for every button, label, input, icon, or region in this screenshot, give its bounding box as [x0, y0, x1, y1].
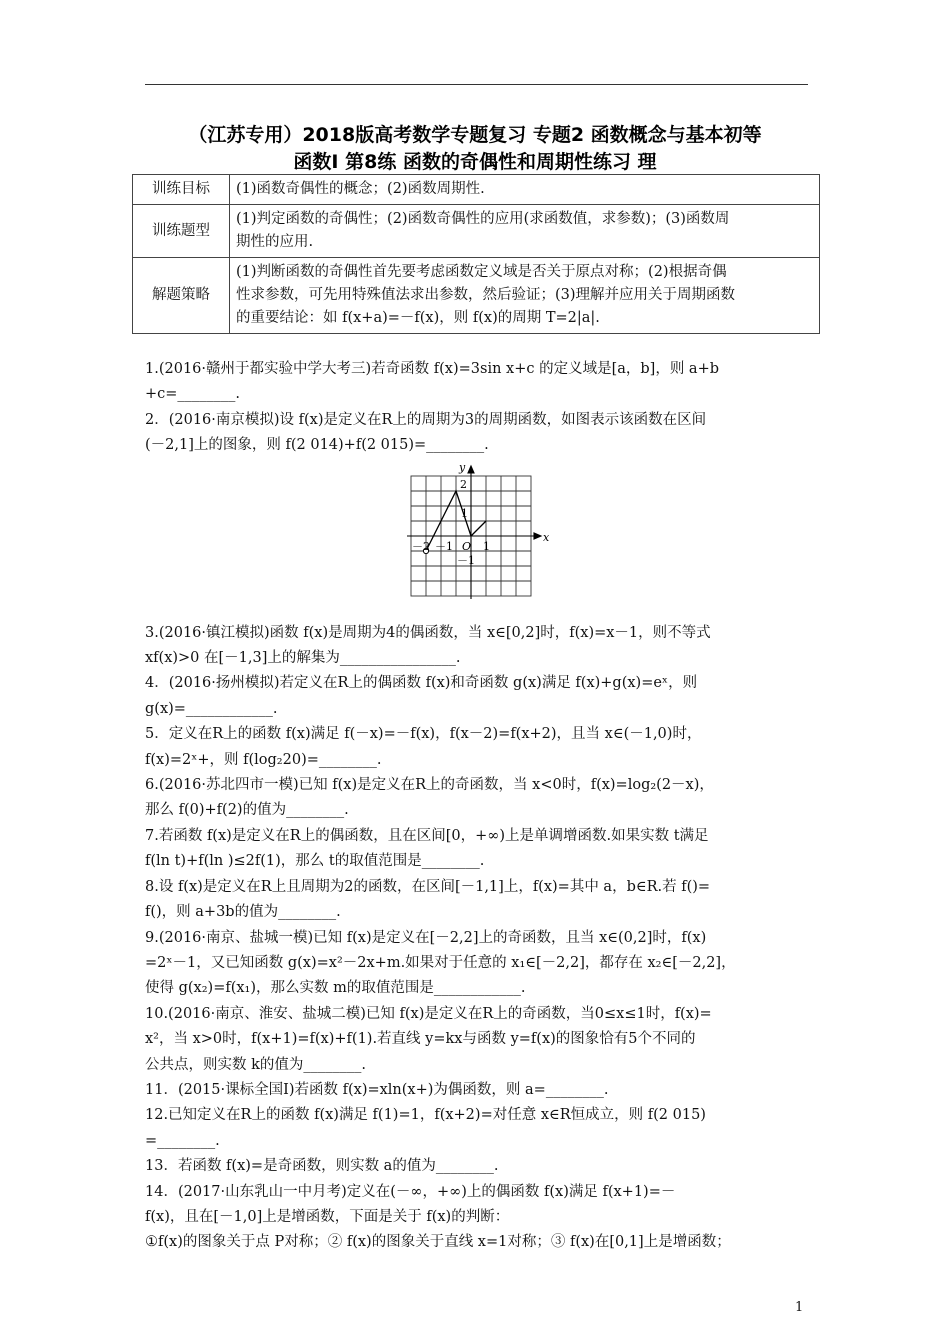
question-line: 7.若函数 f(x)是定义在R上的偶函数，且在区间[0，+∞)上是单调增函数.如果实数 t满足: [145, 827, 709, 844]
table-row: [133, 258, 820, 334]
question-line: 13．若函数 f(x)=是奇函数，则实数 a的值为________.: [145, 1158, 499, 1175]
question-10: [145, 1002, 813, 1078]
tick-label: 2: [460, 477, 467, 491]
origin-label: O: [462, 539, 472, 553]
row-content: [230, 175, 820, 205]
question-line: 使得 g(x₂)=f(x₁)，那么实数 m的取值范围是____________.: [145, 980, 526, 997]
question-line: x²，当 x>0时，f(x+1)=f(x)+f(1).若直线 y=kx与函数 y=f(x)的图象恰有5个不同的: [145, 1031, 696, 1048]
page-number: 1: [795, 1300, 804, 1315]
y-axis-label: y: [459, 460, 466, 474]
tick-label: －1: [435, 539, 453, 553]
tick-label: －2: [412, 539, 430, 553]
row-content-line: (1)判定函数的奇偶性；(2)函数奇偶性的应用(求函数值，求参数)；(3)函数周: [236, 211, 730, 227]
question-line: 2．(2016·南京模拟)设 f(x)是定义在R上的周期为3的周期函数，如图表示该函数在区间: [145, 411, 707, 428]
question-line: =________.: [145, 1132, 220, 1149]
question-line: f(ln t)+f(ln )≤2f(1)，那么 t的取值范围是________.: [145, 853, 485, 870]
question-6: [145, 773, 813, 824]
question-line: 8.设 f(x)是定义在R上且周期为2的函数，在区间[－1,1]上，f(x)=其中 a，b∈R.若 f()=: [145, 878, 711, 895]
table-row: [133, 205, 820, 258]
question-4: [145, 671, 813, 722]
question-line: 3.(2016·镇江模拟)函数 f(x)是周期为4的偶函数，当 x∈[0,2]时，f(x)=x－1，则不等式: [145, 624, 711, 641]
row-label: 训练题型: [133, 205, 230, 258]
row-content-line: (1)判断函数的奇偶性首先要考虑函数定义域是否关于原点对称；(2)根据奇偶: [236, 264, 727, 280]
function-graph-figure: [145, 459, 813, 621]
question-line: =2ˣ－1，又已知函数 g(x)=x²－2x+m.如果对于任意的 x₁∈[－2,2]，都存在 x₂∈[－2,2]，: [145, 954, 736, 971]
question-14: [145, 1180, 813, 1256]
question-line: xf(x)>0 在[－1,3]上的解集为________________.: [145, 650, 461, 667]
header-rule: [145, 84, 808, 85]
question-line: 1.(2016·赣州于都实验中学大考三)若奇函数 f(x)=3sin x+c 的定义域是[a，b]，则 a+b: [145, 361, 720, 377]
question-line: f(x)=2ˣ+，则 f(log₂20)=________.: [145, 751, 382, 768]
row-content-line: (1)函数奇偶性的概念；(2)函数周期性.: [236, 181, 485, 197]
row-content-line: 性求参数，可先用特殊值法求出参数，然后验证；(3)理解并应用关于周期函数: [236, 287, 736, 303]
table-row: [133, 175, 820, 205]
x-axis-label: x: [543, 530, 550, 544]
function-graph: [403, 459, 563, 619]
tick-label: －1: [457, 553, 475, 567]
question-line: 9.(2016·南京、盐城一模)已知 f(x)是定义在[－2,2]上的奇函数，且当 x∈(0,2]时，f(x): [145, 929, 707, 946]
question-2: [145, 408, 813, 459]
tick-label: 1: [461, 506, 468, 520]
question-line: (－2,1]上的图象，则 f(2 014)+f(2 015)=________.: [145, 437, 489, 454]
question-line: f()，则 a+3b的值为________.: [145, 904, 341, 921]
question-line: 5．定义在R上的函数 f(x)满足 f(－x)=－f(x)，f(x－2)=f(x+2)，且当 x∈(－1,0)时，: [145, 726, 702, 743]
row-content-line: 的重要结论：如 f(x+a)=－f(x)，则 f(x)的周期 T=2|a|.: [236, 310, 600, 326]
question-8: [145, 875, 813, 926]
question-5: [145, 722, 813, 773]
training-goals-table: [132, 174, 820, 334]
question-line: 12.已知定义在R上的函数 f(x)满足 f(1)=1，f(x+2)=对任意 x∈R恒成立，则 f(2 015): [145, 1107, 706, 1124]
question-9: [145, 926, 813, 1002]
question-line: ①f(x)的图象关于点 P对称；② f(x)的图象关于直线 x=1对称；③ f(x)在[0,1]上是增函数；: [145, 1234, 731, 1251]
question-line: 公共点，则实数 k的值为________.: [145, 1056, 367, 1073]
page-title: [130, 122, 820, 176]
question-line: 6.(2016·苏北四市一模)已知 f(x)是定义在R上的奇函数，当 x<0时，f(x)=log₂(2－x)，: [145, 777, 714, 794]
question-line: 10.(2016·南京、淮安、盐城二模)已知 f(x)是定义在R上的奇函数，当0≤x≤1时，f(x)=: [145, 1005, 712, 1022]
question-11: [145, 1078, 813, 1103]
title-line-2: 函数Ⅰ 第8练 函数的奇偶性和周期性练习 理: [293, 151, 657, 173]
title-line-1: （江苏专用）2018版高考数学专题复习 专题2 函数概念与基本初等: [188, 124, 762, 146]
question-line: 14．(2017·山东乳山一中月考)定义在(－∞，+∞)上的偶函数 f(x)满足 f(x+1)=－: [145, 1183, 676, 1200]
question-line: +c=________.: [145, 386, 241, 403]
question-7: [145, 824, 813, 875]
tick-label: 1: [483, 539, 490, 553]
question-list: [145, 357, 813, 1256]
row-label: 解题策略: [133, 258, 230, 334]
question-1: [145, 357, 813, 408]
row-content: [230, 258, 820, 334]
question-line: 4．(2016·扬州模拟)若定义在R上的偶函数 f(x)和奇函数 g(x)满足 f(x)+g(x)=eˣ，则: [145, 675, 698, 692]
question-line: 11．(2015·课标全国Ⅰ)若函数 f(x)=xln(x+)为偶函数，则 a=________.: [145, 1081, 609, 1098]
question-line: g(x)=____________.: [145, 700, 278, 717]
question-line: 那么 f(0)+f(2)的值为________.: [145, 802, 349, 819]
row-label: 训练目标: [133, 175, 230, 205]
question-3: [145, 621, 813, 672]
question-line: f(x)，且在[－1,0]上是增函数，下面是关于 f(x)的判断：: [145, 1208, 510, 1225]
row-content: [230, 205, 820, 258]
question-13: [145, 1154, 813, 1179]
question-12: [145, 1103, 813, 1154]
row-content-line: 期性的应用.: [236, 234, 314, 250]
